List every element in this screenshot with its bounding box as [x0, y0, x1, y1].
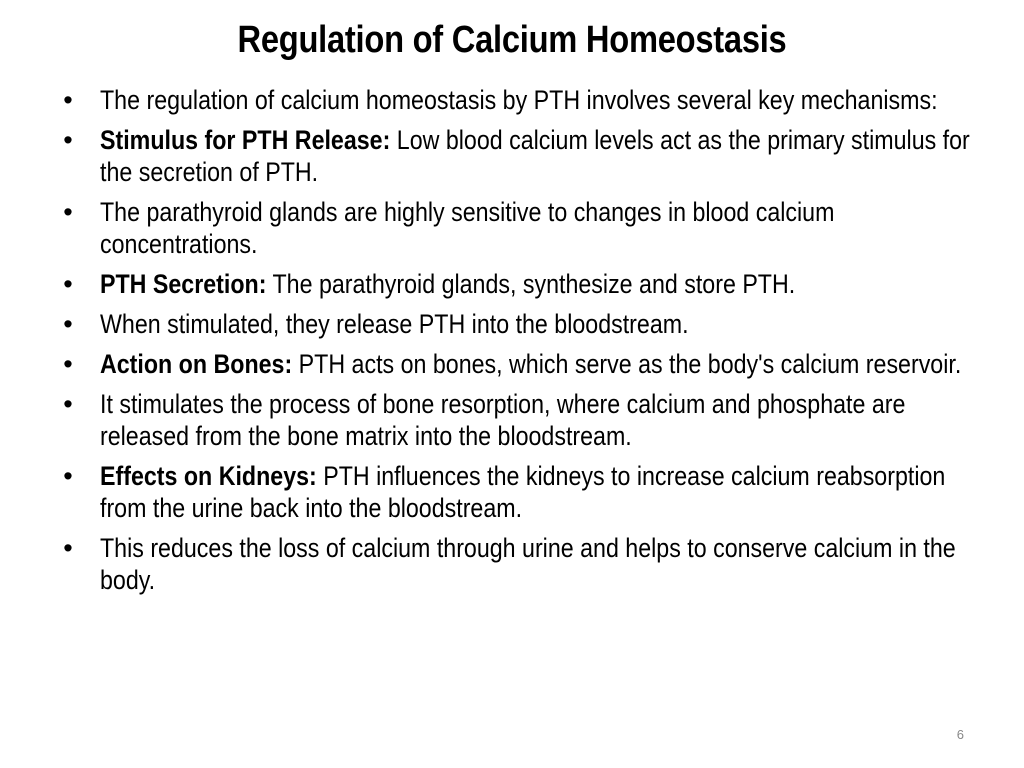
- bullet-text: [100, 388, 994, 452]
- bullet-text: [100, 308, 994, 340]
- bullet-item: [58, 388, 988, 452]
- bullet-heading: PTH Secretion:: [100, 269, 267, 299]
- bullet-heading: Stimulus for PTH Release:: [100, 125, 391, 155]
- bullet-item: [58, 268, 988, 300]
- bullet-item: [58, 196, 988, 260]
- bullet-body: The regulation of calcium homeostasis by PTH involves several key mechanisms:: [100, 85, 938, 115]
- bullet-text: [100, 460, 994, 524]
- bullet-item: [58, 84, 988, 116]
- bullet-item: [58, 308, 988, 340]
- bullet-icon: •: [63, 125, 73, 155]
- bullet-item: [58, 460, 988, 524]
- bullet-body: When stimulated, they release PTH into the bloodstream.: [100, 309, 689, 339]
- bullet-icon: •: [63, 389, 73, 419]
- bullet-text: [100, 268, 994, 300]
- bullet-body: Low blood calcium levels act as the primary stimulus for the secretion of PTH.: [100, 125, 970, 187]
- bullet-icon: •: [63, 309, 73, 339]
- bullet-body: The parathyroid glands are highly sensitive to changes in blood calcium concentrations.: [100, 197, 835, 259]
- bullet-icon: •: [63, 349, 73, 379]
- bullet-icon: •: [63, 461, 73, 491]
- bullet-body: PTH influences the kidneys to increase calcium reabsorption from the urine back into the bloodstream.: [100, 461, 946, 523]
- bullet-body: This reduces the loss of calcium through urine and helps to conserve calcium in the body.: [100, 533, 956, 595]
- slide-title: Regulation of Calcium Homeostasis: [237, 19, 787, 61]
- bullet-text: [100, 84, 994, 116]
- bullet-icon: •: [63, 85, 73, 115]
- bullet-body: It stimulates the process of bone resorption, where calcium and phosphate are released from the bone matrix into the bloodstream.: [100, 389, 906, 451]
- bullet-icon: •: [63, 269, 73, 299]
- bullet-heading: Action on Bones:: [100, 349, 293, 379]
- bullet-list: [58, 84, 988, 604]
- bullet-item: [58, 532, 988, 596]
- bullet-text: [100, 348, 994, 380]
- bullet-icon: •: [63, 533, 73, 563]
- bullet-text: [100, 124, 994, 188]
- bullet-heading: Effects on Kidneys:: [100, 461, 317, 491]
- bullet-item: [58, 124, 988, 188]
- bullet-body: PTH acts on bones, which serve as the body's calcium reservoir.: [292, 349, 962, 379]
- bullet-body: The parathyroid glands, synthesize and store PTH.: [266, 269, 796, 299]
- bullet-text: [100, 532, 994, 596]
- page-number: 6: [956, 727, 964, 742]
- bullet-item: [58, 348, 988, 380]
- bullet-icon: •: [63, 197, 73, 227]
- bullet-text: [100, 196, 994, 260]
